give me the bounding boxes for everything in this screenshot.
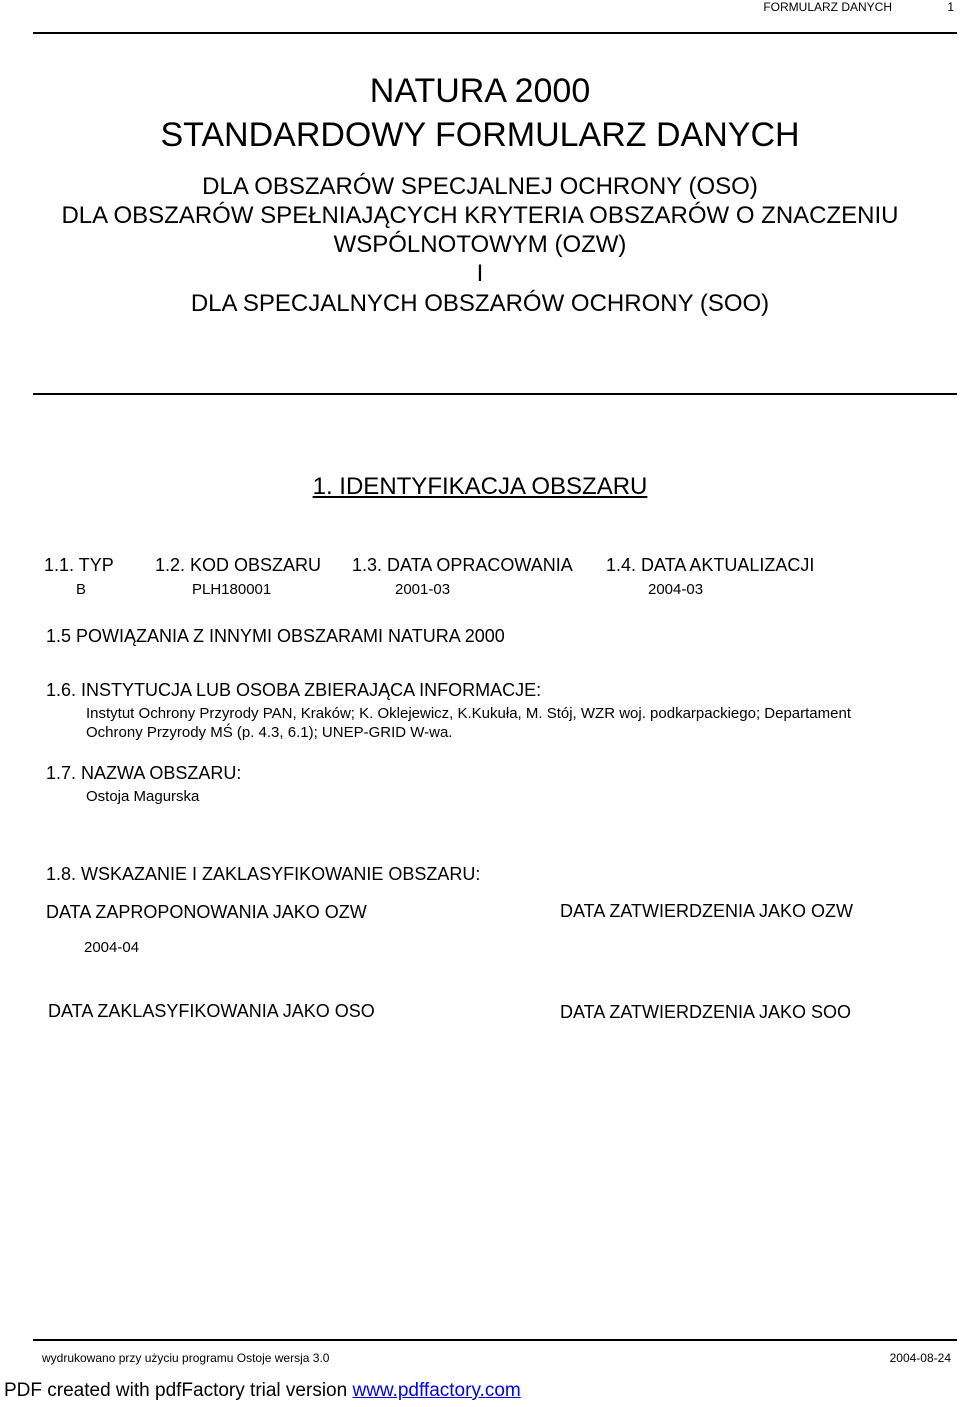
footer-print-date: 2004-08-24 bbox=[889, 1351, 951, 1365]
instytucja-label: 1.6. INSTYTUCJA LUB OSOBA ZBIERAJĄCA INFORMACJE: bbox=[46, 680, 542, 700]
data-aktualizacji-label: 1.4. DATA AKTUALIZACJI bbox=[606, 555, 815, 575]
data-aktualizacji-value: 2004-03 bbox=[648, 581, 704, 598]
data-zaklasyfikowania-oso-label: DATA ZAKLASYFIKOWANIA JAKO OSO bbox=[48, 1001, 375, 1021]
pdf-note bbox=[4, 1380, 521, 1402]
wskazanie-label: 1.8. WSKAZANIE I ZAKLASYFIKOWANIE OBSZARU: bbox=[46, 864, 481, 884]
subtitle-soo: DLA SPECJALNYCH OBSZARÓW OCHRONY (SOO) bbox=[190, 290, 770, 317]
title-form: STANDARDOWY FORMULARZ DANYCH bbox=[160, 116, 800, 154]
kod-value: PLH180001 bbox=[192, 581, 272, 598]
data-zaproponowania-value: 2004-04 bbox=[84, 939, 140, 956]
instytucja-line-2: Ochrony Przyrody MŚ (p. 4.3, 6.1); UNEP-GRID W-wa. bbox=[86, 724, 453, 741]
kod-label: 1.2. KOD OBSZARU bbox=[155, 555, 322, 575]
data-zatwierdzenia-ozw-label: DATA ZATWIERDZENIA JAKO OZW bbox=[560, 901, 854, 921]
subtitle-oso: DLA OBSZARÓW SPECJALNEJ OCHRONY (OSO) bbox=[202, 173, 758, 200]
powiazania-label: 1.5 POWIĄZANIA Z INNYMI OBSZARAMI NATURA 2000 bbox=[46, 626, 505, 646]
subtitle-and: I bbox=[476, 260, 484, 287]
pdffactory-link[interactable]: www.pdffactory.com bbox=[352, 1380, 521, 1401]
footer-rule bbox=[33, 1339, 957, 1341]
nazwa-value: Ostoja Magurska bbox=[86, 788, 200, 805]
typ-value: B bbox=[76, 581, 87, 598]
section-heading: 1. IDENTYFIKACJA OBSZARU bbox=[312, 473, 648, 500]
header-rule bbox=[33, 32, 957, 34]
footer-printed-with: wydrukowano przy użyciu programu Ostoje wersja 3.0 bbox=[42, 1351, 330, 1365]
data-opracowania-label: 1.3. DATA OPRACOWANIA bbox=[352, 555, 573, 575]
subtitle-ozw-1: DLA OBSZARÓW SPEŁNIAJĄCYCH KRYTERIA OBSZARÓW O ZNACZENIU bbox=[61, 202, 899, 229]
header-form-name: FORMULARZ DANYCH bbox=[763, 0, 892, 14]
data-zaproponowania-label: DATA ZAPROPONOWANIA JAKO OZW bbox=[46, 902, 367, 922]
subtitle-ozw-2: WSPÓLNOTOWYM (OZW) bbox=[333, 231, 627, 258]
nazwa-label: 1.7. NAZWA OBSZARU: bbox=[46, 763, 242, 783]
header-page-number: 1 bbox=[947, 0, 954, 14]
data-zatwierdzenia-soo-label: DATA ZATWIERDZENIA JAKO SOO bbox=[560, 1002, 852, 1022]
data-opracowania-value: 2001-03 bbox=[395, 581, 451, 598]
pdf-note-text: PDF created with pdfFactory trial version bbox=[4, 1380, 348, 1401]
title-rule bbox=[33, 393, 957, 395]
instytucja-line-1: Instytut Ochrony Przyrody PAN, Kraków; K. Oklejewicz, K.Kukuła, M. Stój, WZR woj. podkarpackiego; Departament bbox=[86, 705, 851, 722]
typ-label: 1.1. TYP bbox=[44, 555, 114, 575]
title-natura: NATURA 2000 bbox=[369, 72, 591, 110]
